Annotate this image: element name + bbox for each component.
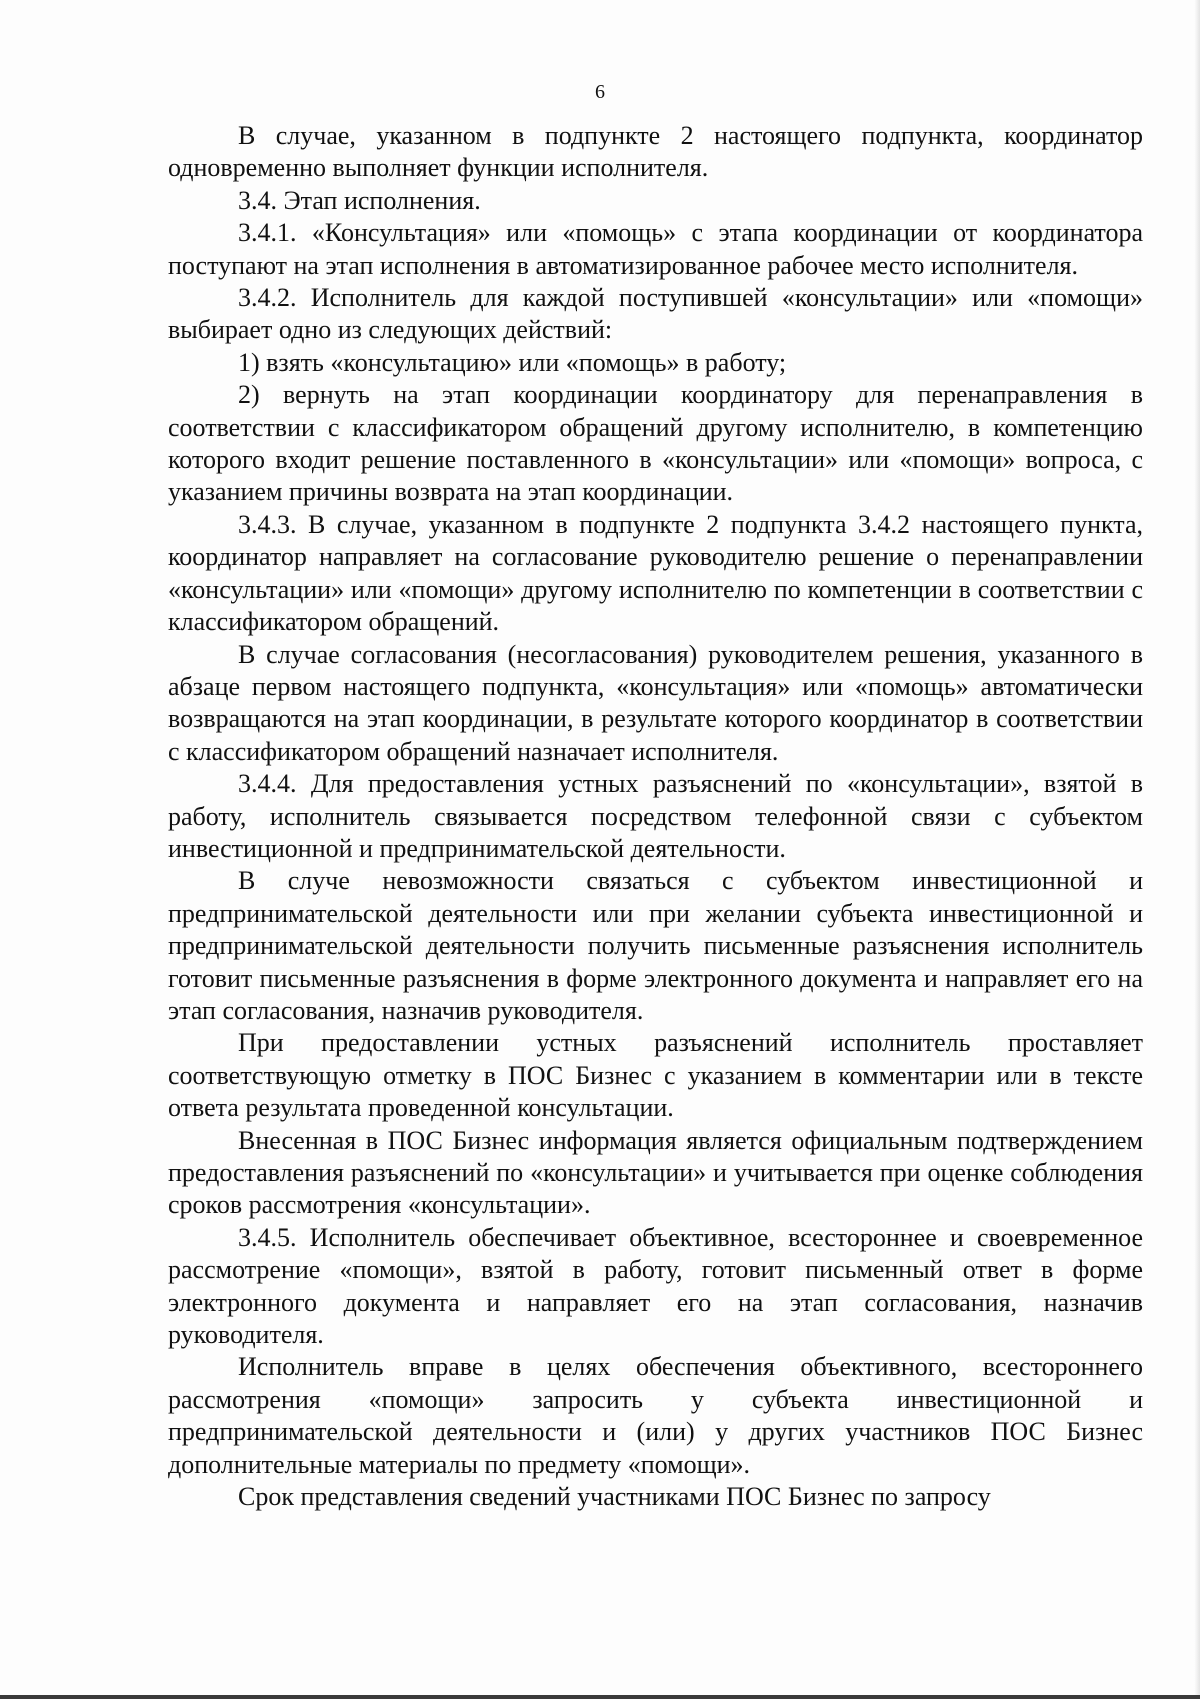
- paragraph: В случае, указанном в подпункте 2 настоящего подпункта, координатор одновременно выполняет функции исполнителя.: [168, 121, 1143, 183]
- paragraph: В случе невозможности связаться с субъектом инвестиционной и предпринимательской деятельности или при желании субъекта инвестиционной и предпринимательской деятельности получить письменные разъяснения исполнитель готовит письменные разъяснения в форме электронного документа и направляет его на этап согласования, назначив руководителя.: [168, 866, 1143, 1025]
- paragraph: Срок представления сведений участниками ПОС Бизнес по запросу: [238, 1482, 991, 1512]
- paragraph: При предоставлении устных разъяснений исполнитель проставляет соответствующую отметку в ПОС Бизнес с указанием в комментарии или в тексте ответа результата проведенной консультации.: [168, 1028, 1143, 1123]
- scan-edge-right: [1194, 0, 1200, 1699]
- paragraph: 3.4.4. Для предоставления устных разъяснений по «консультации», взятой в работу, исполнитель связывается посредством телефонной связи с субъектом инвестиционной и предпринимательской деятельности.: [168, 769, 1143, 863]
- paragraph: 3.4.3. В случае, указанном в подпункте 2 подпункта 3.4.2 настоящего пункта, координатор направляет на согласование руководителю решение о перенаправлении «консультации» или «помощи» другому исполнителю по компетенции в соответствии с классификатором обращений.: [168, 509, 1143, 637]
- document-body: [168, 120, 1143, 1513]
- scan-edge-bottom: [0, 1695, 1200, 1699]
- paragraph: В случае согласования (несогласования) руководителем решения, указанного в абзаце первом настоящего подпункта, «консультация» или «помощь» автоматически возвращаются на этап координации, в результате которого координатор в соответствии с классификатором обращений назначает исполнителя.: [168, 639, 1143, 766]
- paragraph: Исполнитель вправе в целях обеспечения объективного, всестороннего рассмотрения «помощи» запросить у субъекта инвестиционной и предпринимательской деятельности и (или) у других участников ПОС Бизнес дополнительные материалы по предмету «помощи».: [168, 1352, 1143, 1479]
- paragraph: 3.4.2. Исполнитель для каждой поступившей «консультации» или «помощи» выбирает одно из следующих действий:: [168, 283, 1143, 345]
- list-item: 2) вернуть на этап координации координатору для перенаправления в соответствии с классификатором обращений другому исполнителю, в компетенцию которого входит решение поставленного в «консультации» или «помощи» вопроса, с указанием причины возврата на этап координации.: [168, 380, 1143, 507]
- section-heading: 3.4. Этап исполнения.: [238, 185, 481, 215]
- paragraph: 3.4.1. «Консультация» или «помощь» с этапа координации от координатора поступают на этап исполнения в автоматизированное рабочее место исполнителя.: [168, 218, 1143, 280]
- page-number: 6: [595, 81, 605, 103]
- list-item: 1) взять «консультацию» или «помощь» в работу;: [238, 347, 787, 377]
- paragraph: Внесенная в ПОС Бизнес информация является официальным подтверждением предоставления разъяснений по «консультации» и учитывается при оценке соблюдения сроков рассмотрения «консультации».: [168, 1125, 1143, 1220]
- paragraph: 3.4.5. Исполнитель обеспечивает объективное, всестороннее и своевременное рассмотрение «помощи», взятой в работу, готовит письменный ответ в форме электронного документа и направляет его на этап согласования, назначив руководителя.: [168, 1222, 1143, 1350]
